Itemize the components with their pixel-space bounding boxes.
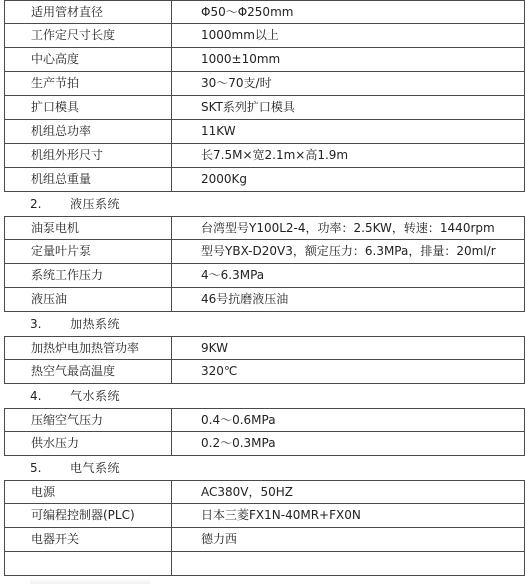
table-row <box>4 552 525 576</box>
table-row <box>4 216 525 240</box>
table-row <box>4 48 525 72</box>
table-row <box>4 240 525 264</box>
spec-value-cell: Φ50～Φ250mm <box>201 5 294 19</box>
spec-label-cell: 机组总功率 <box>5 120 172 143</box>
spec-value-cell: 320℃ <box>201 364 238 378</box>
spec-label-cell: 中心高度 <box>5 48 172 71</box>
spec-value-cell: 30～70支/时 <box>201 76 272 90</box>
section-number: 2. <box>30 197 42 211</box>
table-row <box>4 144 525 168</box>
spec-label-cell: 电器开关 <box>5 528 172 551</box>
section-title: 液压系统 <box>70 197 121 211</box>
table-row <box>4 168 525 192</box>
table-row <box>4 336 525 360</box>
spec-value-cell: 长7.5M×宽2.1m×高1.9m <box>201 148 349 162</box>
spec-label-cell: 电源 <box>5 481 172 503</box>
spec-value-cell: 11KW <box>201 124 236 138</box>
spec-value-cell: SKT系列扩口模具 <box>201 100 295 114</box>
table-row <box>4 72 525 96</box>
spec-value-cell: 德力西 <box>201 532 238 546</box>
spec-label-cell <box>5 552 172 575</box>
spec-label-cell: 定量叶片泵 <box>5 240 172 263</box>
spec-label-cell: 系统工作压力 <box>5 264 172 287</box>
spec-label-cell: 机组总重量 <box>5 168 172 191</box>
spec-value-cell: 型号YBX-D20V3，额定压力：6.3MPa，排量：20ml/r <box>201 244 496 258</box>
spec-value-cell: 1000mm以上 <box>201 28 279 42</box>
spec-label-cell: 机组外形尺寸 <box>5 144 172 167</box>
spec-value-cell: 1000±10mm <box>201 52 281 66</box>
spec-value-cell <box>173 552 524 575</box>
section-header <box>0 312 528 336</box>
spec-label-cell: 供水压力 <box>5 432 172 455</box>
table-row <box>4 264 525 288</box>
section-title: 气水系统 <box>70 389 121 403</box>
section-number: 3. <box>30 317 42 331</box>
section-title: 加热系统 <box>70 317 121 331</box>
table-row <box>4 480 525 504</box>
spec-value-cell: 台湾型号Y100L2-4，功率：2.5KW，转速：1440rpm <box>201 221 495 235</box>
spec-value-cell: AC380V，50HZ <box>201 485 294 499</box>
spec-value-cell: 0.2～0.3MPa <box>201 436 276 450</box>
table-row <box>4 24 525 48</box>
section-header <box>0 456 528 480</box>
table-row <box>4 288 525 312</box>
spec-value-cell: 46号抗磨液压油 <box>201 292 289 306</box>
spec-label-cell: 适用管材直径 <box>5 1 172 23</box>
spec-label-cell: 生产节拍 <box>5 72 172 95</box>
spec-label-cell: 可编程控制器(PLC) <box>5 504 172 527</box>
table-row <box>4 120 525 144</box>
table-row <box>4 528 525 552</box>
spec-value-cell: 2000Kg <box>201 172 248 186</box>
spec-label-cell: 工作定尺寸长度 <box>5 24 172 47</box>
spec-value-cell: 0.4～0.6MPa <box>201 413 276 427</box>
table-row <box>4 360 525 384</box>
section-number: 5. <box>30 461 42 475</box>
spec-label-cell: 液压油 <box>5 288 172 311</box>
spec-value-cell: 日本三菱FX1N-40MR+FX0N <box>201 508 361 522</box>
spec-label-cell: 扩口模具 <box>5 96 172 119</box>
spec-label-cell: 油泵电机 <box>5 217 172 239</box>
table-row <box>4 432 525 456</box>
spec-label-cell: 热空气最高温度 <box>5 360 172 383</box>
section-header <box>0 384 528 408</box>
section-number: 4. <box>30 389 42 403</box>
spec-label-cell: 加热炉电加热管功率 <box>5 337 172 359</box>
table-row <box>4 504 525 528</box>
section-header <box>0 192 528 216</box>
table-row <box>4 408 525 432</box>
spec-value-cell: 4～6.3MPa <box>201 268 265 282</box>
spec-label-cell: 压缩空气压力 <box>5 409 172 431</box>
section-title: 电气系统 <box>70 461 121 475</box>
table-row <box>4 96 525 120</box>
spec-value-cell: 9KW <box>201 341 228 355</box>
table-row <box>4 0 525 24</box>
page-bottom-edge <box>30 578 150 584</box>
